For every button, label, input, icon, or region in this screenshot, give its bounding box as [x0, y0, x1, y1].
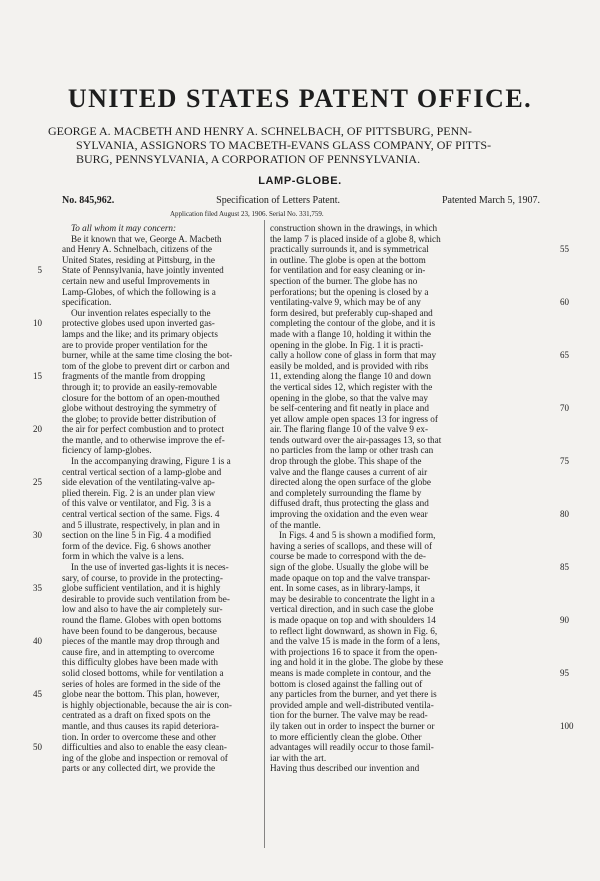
text-line: course be made to correspond with the de-: [270, 551, 426, 562]
text-line: and Henry A. Schnelbach, citizens of the: [62, 244, 213, 255]
line-number: 35: [33, 583, 42, 594]
text-line: protective globes used upon inverted gas-: [62, 318, 215, 329]
text-line: solid closed bottoms, while for ventilation a: [62, 667, 224, 678]
text-line: opening in the globe, so that the valve may: [270, 392, 428, 403]
text-line: form in which the valve is a lens.: [62, 551, 184, 562]
line-number: 5: [37, 265, 42, 276]
text-line: cally a hollow cone of glass in form that may: [270, 350, 437, 361]
text-line: provided ample and well-distributed ventila-: [270, 699, 434, 710]
text-line: directed along the open surface of the globe: [270, 477, 431, 488]
text-line: and completely surrounding the flame by: [270, 487, 422, 498]
authors-line: SYLVANIA, ASSIGNORS TO MACBETH-EVANS GLASS COMPANY, OF PITTS-: [76, 138, 492, 152]
text-line: the air for perfect combustion and to protect: [62, 424, 224, 435]
text-line: globe sufficient ventilation, and it is highly: [62, 583, 221, 594]
text-line: plied therein. Fig. 2 is an under plan view: [62, 487, 216, 498]
text-line: no particles from the lamp or other trash can: [270, 445, 434, 456]
text-line: the lamp 7 is placed inside of a globe 8, which: [270, 233, 441, 244]
text-line: of this valve or ventilator, and Fig. 3 is a: [62, 498, 211, 509]
text-line: the globe; to provide better distribution of: [62, 413, 217, 424]
text-line: completing the contour of the globe, and it is: [270, 318, 436, 329]
text-line: form desired, but preferably cup-shaped and: [270, 307, 433, 318]
patent-number: No. 845,962.: [62, 195, 115, 206]
text-line: this difficulty globes have been made with: [62, 657, 218, 668]
line-number: 100: [560, 721, 574, 732]
text-line: is highly objectionable, because the air is con-: [62, 699, 232, 710]
text-line: ventilating-valve 9, which may be of any: [270, 297, 421, 308]
line-number: 45: [33, 689, 42, 700]
text-line: difficulties and also to enable the easy clean-: [62, 742, 227, 753]
text-line: burner, while at the same time closing the bot-: [62, 350, 233, 361]
patented-date: Patented March 5, 1907.: [441, 195, 540, 206]
line-number: 25: [33, 477, 42, 488]
authors-line: BURG, PENNSYLVANIA, A CORPORATION OF PENNSYLVANIA.: [76, 152, 421, 166]
text-line: opening in the globe. In Fig. 1 it is practi-: [270, 339, 424, 350]
text-line: ily taken out in order to inspect the burner or: [270, 720, 435, 731]
text-line: Having thus described our invention and: [270, 763, 420, 774]
line-number: 10: [33, 318, 42, 329]
text-line: ing and hold it in the globe. The globe by these: [270, 657, 444, 668]
text-line: To all whom it may concern:: [71, 223, 177, 233]
text-line: construction shown in the drawings, in which: [270, 223, 438, 233]
text-line: sign of the globe. Usually the globe will be: [270, 562, 429, 572]
text-line: in outline. The globe is open at the bottom: [270, 254, 426, 265]
text-line: Lamp-Globes, of which the following is a: [62, 286, 216, 297]
line-number: 20: [33, 424, 42, 435]
text-line: practically surrounds it, and is symmetrical: [270, 244, 429, 255]
text-line: section on the line 5 in Fig. 4 a modified: [62, 530, 212, 541]
text-line: In the accompanying drawing, Figure 1 is a: [71, 456, 231, 467]
text-line: ficiency of lamp-globes.: [62, 445, 152, 456]
text-line: centrated as a draft on fixed spots on the: [62, 710, 211, 721]
line-number: 65: [560, 350, 569, 361]
text-line: tom of the globe to prevent dirt or carbon and: [62, 360, 230, 371]
text-line: yet allow ample open spaces 13 for ingress of: [270, 413, 438, 424]
text-line: with projections 16 to space it from the open-: [270, 646, 438, 657]
text-line: the mantle, and to otherwise improve the ef-: [62, 434, 225, 445]
text-line: bottom is closed against the falling out of: [270, 678, 423, 689]
text-line: made with a flange 10, holding it within the: [270, 328, 432, 339]
text-line: Our invention relates especially to the: [71, 307, 211, 318]
spec-label: Specification of Letters Patent.: [216, 195, 341, 206]
text-line: to more efficiently clean the globe. Other: [270, 731, 422, 742]
text-line: diffused draft, thus protecting the glass and: [270, 498, 429, 509]
text-line: low and also to have the air completely sur-: [62, 604, 223, 615]
text-line: series of holes are formed in the side of the: [62, 678, 221, 689]
text-line: any particles from the burner, and yet there is: [270, 689, 437, 700]
text-line: cause fire, and in attempting to overcome: [62, 646, 215, 657]
text-line: ing of the globe and inspection or removal of: [62, 752, 228, 763]
text-line: means is made complete in contour, and the: [270, 667, 431, 678]
text-line: side elevation of the ventilating-valve ap-: [62, 477, 215, 488]
text-line: round the flame. Globes with open bottoms: [62, 614, 222, 625]
text-line: desirable to provide such ventilation from be-: [62, 593, 230, 604]
text-line: are to provide proper ventilation for the: [62, 339, 208, 350]
text-line: parts or any collected dirt, we provide the: [62, 763, 216, 774]
text-line: State of Pennsylvania, have jointly invented: [62, 265, 224, 276]
text-line: specification.: [62, 297, 112, 308]
line-number: 60: [560, 297, 569, 308]
text-line: tion for the burner. The valve may be read-: [270, 710, 428, 721]
line-number: 15: [33, 371, 42, 382]
application-line: Application filed August 23, 1906. Serial No. 331,759.: [170, 210, 324, 218]
text-line: globe near the bottom. This plan, however,: [62, 689, 220, 700]
line-number: 75: [560, 456, 569, 467]
text-line: having a series of scallops, and these will of: [270, 540, 433, 551]
specification-line: [62, 195, 540, 206]
authors-block: [48, 124, 568, 166]
text-line: central vertical section of a lamp-globe and: [62, 466, 222, 477]
line-number: 40: [33, 636, 42, 647]
text-line: spection of the burner. The globe has no: [270, 275, 418, 286]
text-line: form of the device. Fig. 6 shows another: [62, 540, 211, 551]
text-line: sary, of course, to provide in the protecting-: [62, 572, 223, 583]
text-line: closure for the bottom of an open-mouthed: [62, 392, 220, 403]
text-line: ent. In some cases, as in library-lamps, it: [270, 583, 421, 594]
text-line: vertical direction, and in such case the globe: [270, 604, 434, 615]
text-line: have been found to be dangerous, because: [62, 625, 217, 636]
right-column: [270, 223, 486, 774]
text-line: lamps and the like; and its primary objects: [62, 328, 218, 339]
text-line: be self-centering and fit neatly in place and: [270, 403, 429, 414]
text-line: the vertical sides 12, which register with the: [270, 381, 433, 392]
line-number: 80: [560, 509, 569, 520]
text-line: pieces of the mantle may drop through and: [62, 636, 220, 647]
text-line: for ventilation and for easy cleaning or in-: [270, 265, 426, 276]
text-line: to reflect light downward, as shown in Fig. 6,: [270, 625, 438, 636]
authors-line: GEORGE A. MACBETH AND HENRY A. SCHNELBACH, OF PITTSBURG, PENN-: [48, 124, 472, 138]
text-line: In the use of inverted gas-lights it is neces-: [71, 562, 229, 572]
text-line: Be it known that we, George A. Macbeth: [71, 233, 222, 244]
subject-heading: LAMP-GLOBE.: [258, 175, 342, 187]
text-line: advantages will readily occur to those famil-: [270, 742, 434, 753]
text-line: tion. In order to overcome these and other: [62, 731, 217, 742]
text-line: tends outward over the air-passages 13, so that: [270, 434, 442, 445]
line-number: 50: [33, 742, 42, 753]
text-line: air. The flaring flange 10 of the valve 9 ex-: [270, 424, 428, 435]
column-divider: [264, 220, 265, 848]
text-line: through it; to provide an easily-removable: [62, 381, 217, 392]
text-line: is made opaque on top and with shoulders 14: [270, 614, 436, 625]
text-line: central vertical section of the same. Figs. 4: [62, 509, 220, 520]
text-line: improving the oxidation and the even wear: [270, 509, 428, 520]
text-line: mantle, and thus causes its rapid deteriora-: [62, 720, 219, 731]
line-number: 70: [560, 403, 569, 414]
text-line: of the mantle.: [270, 519, 321, 530]
text-line: valve and the flange causes a current of air: [270, 466, 428, 477]
text-line: may be desirable to concentrate the light in a: [270, 593, 435, 604]
line-number: 90: [560, 615, 569, 626]
text-line: made opaque on top and the valve transpar-: [270, 572, 431, 583]
text-line: drop through the globe. This shape of the: [270, 456, 422, 467]
line-number: 85: [560, 562, 569, 573]
text-line: and the valve 15 is made in the form of a lens,: [270, 636, 440, 647]
office-title: UNITED STATES PATENT OFFICE.: [67, 84, 533, 113]
text-line: fragments of the mantle from dropping: [62, 371, 206, 382]
text-line: United States, residing at Pittsburg, in the: [62, 254, 215, 265]
text-line: 11, extending along the flange 10 and down: [270, 371, 431, 382]
text-line: easily be molded, and is provided with ribs: [270, 360, 429, 371]
text-line: iar with the art.: [270, 752, 327, 763]
left-column: [62, 223, 262, 774]
line-number: 30: [33, 530, 42, 541]
line-number: 95: [560, 668, 569, 679]
text-line: perforations; but the opening is closed by a: [270, 286, 429, 297]
text-line: certain new and useful Improvements in: [62, 275, 210, 286]
text-line: In Figs. 4 and 5 is shown a modified form,: [279, 530, 436, 541]
text-line: globe without destroying the symmetry of: [62, 403, 217, 414]
text-line: and 5 illustrate, respectively, in plan and in: [62, 519, 220, 530]
line-number: 55: [560, 244, 569, 255]
